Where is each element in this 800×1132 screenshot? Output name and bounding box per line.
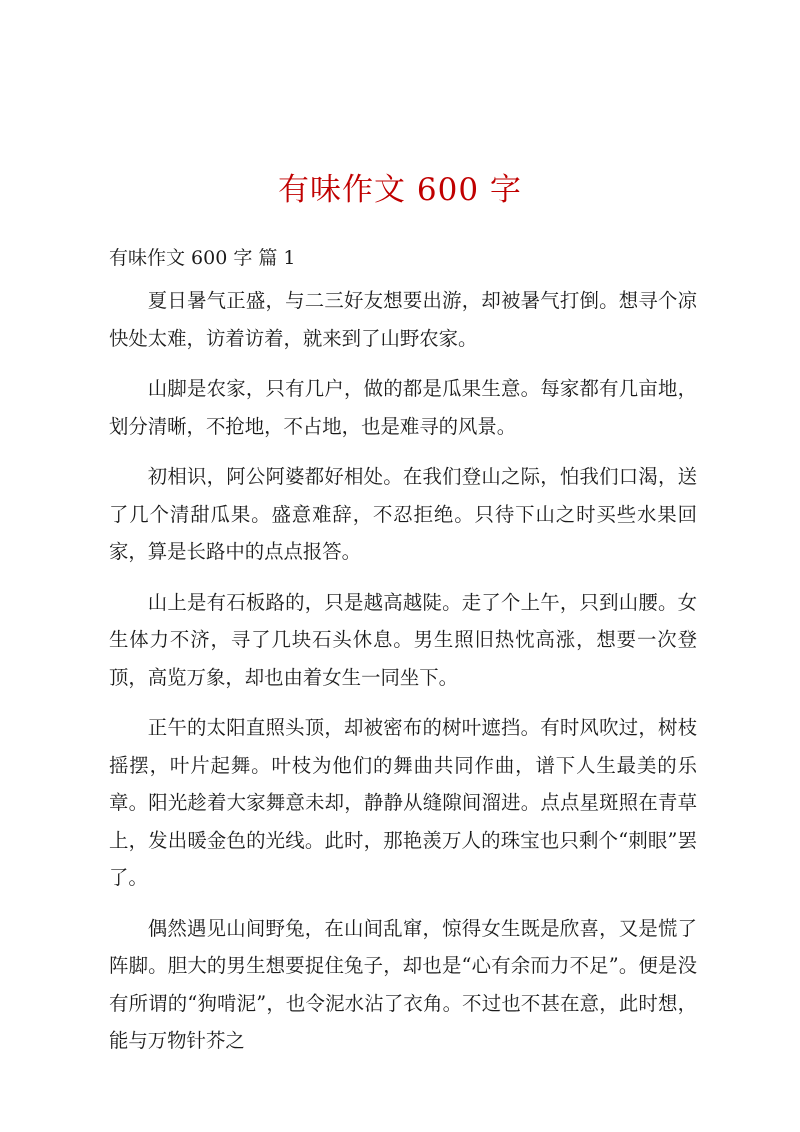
- section-heading: 有味作文 600 字 篇 1: [109, 247, 296, 269]
- paragraph-4: 山上是有石板路的，只是越高越陡。走了个上午，只到山腰。女生体力不济，寻了几块石头休息。男生照旧热忱高涨，想要一次登顶，高览万象，却也由着女生一同坐下。: [109, 590, 697, 689]
- paragraph-5: 正午的太阳直照头顶，却被密布的树叶遮挡。有时风吹过，树枝摇摆，叶片起舞。叶枝为他们的舞曲共同作曲，谱下人生最美的乐章。阳光趁着大家舞意未却，静静从缝隙间溜进。点点星斑照在青草上，发出暖金色的光线。此时，那艳羡万人的珠宝也只剩个“刺眼”罢了。: [109, 716, 697, 889]
- paragraph-6: 偶然遇见山间野兔，在山间乱窜，惊得女生既是欣喜，又是慌了阵脚。胆大的男生想要捉住兔子，却也是“心有余而力不足”。便是没有所谓的“狗啃泥”，也令泥水沾了衣角。不过也不甚在意，此时想，能与万物针芥之: [109, 916, 697, 1052]
- paragraph-3: 初相识，阿公阿婆都好相处。在我们登山之际，怕我们口渴，送了几个清甜瓜果。盛意难辞，不忍拒绝。只待下山之时买些水果回家，算是长路中的点点报答。: [109, 465, 697, 563]
- paragraph-2: 山脚是农家，只有几户，做的都是瓜果生意。每家都有几亩地，划分清晰，不抢地，不占地，也是难寻的风景。: [109, 377, 697, 438]
- body-text: [109, 282, 697, 1073]
- paragraph-1: 夏日暑气正盛，与二三好友想要出游，却被暑气打倒。想寻个凉快处太难，访着访着，就来到了山野农家。: [109, 289, 697, 350]
- page-title: 有味作文 600 字: [278, 172, 522, 208]
